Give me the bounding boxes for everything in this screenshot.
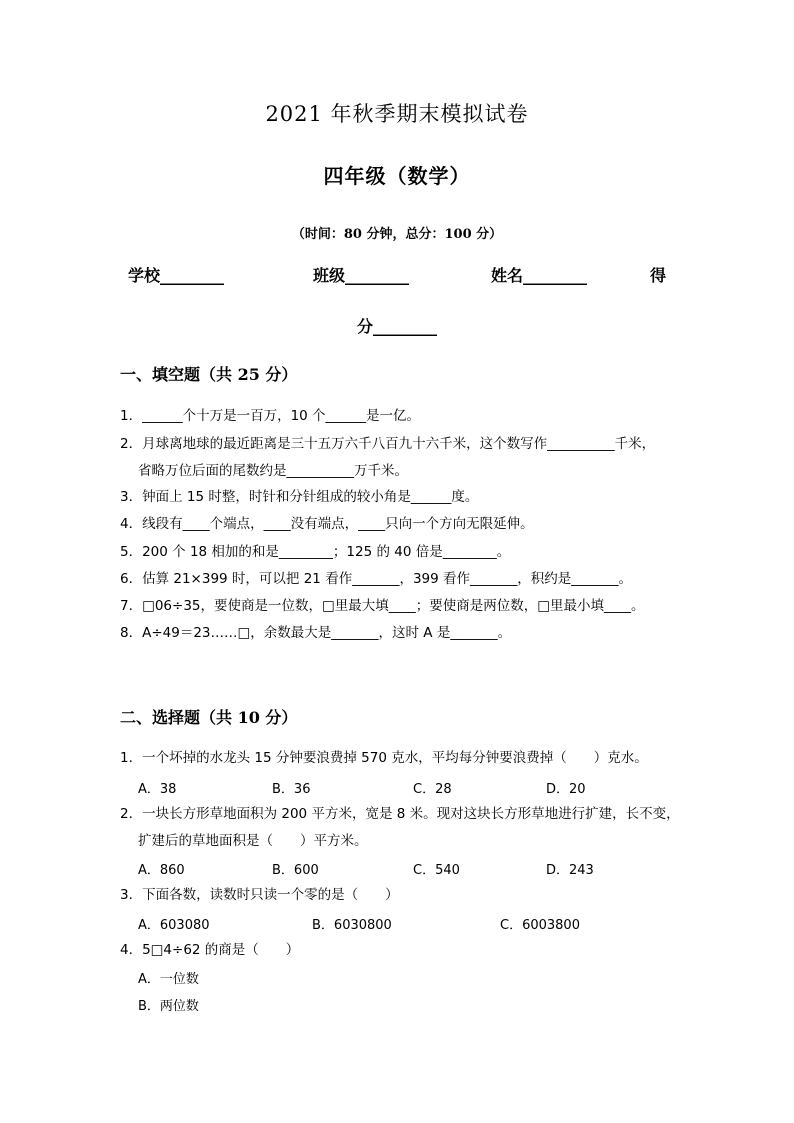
fill-question-3: 3．钟面上 15 时整，时针和分针组成的较小角是______度。 [120, 489, 479, 505]
section1-title: 一、填空题（共 25 分） [120, 365, 298, 384]
fill-question-2-cont: 省略万位后面的尾数约是__________万千米。 [138, 463, 408, 479]
choice-q1-option-c: C．28 [413, 782, 452, 797]
school-field: 学校________ [128, 266, 225, 285]
choice-q3-option-a: A．603080 [138, 918, 210, 933]
choice-q4-option-b: B．两位数 [138, 999, 199, 1014]
name-field: 姓名________ [491, 266, 588, 285]
fill-question-1: 1．______个十万是一百万，10 个______是一亿。 [120, 408, 421, 424]
choice-question-3: 3．下面各数，读数时只读一个零的是（ ） [120, 887, 399, 903]
choice-q1-option-a: A．38 [138, 782, 177, 797]
time-info: （时间：80 分钟，总分：100 分） [291, 227, 503, 242]
choice-question-1: 1．一个坏掉的水龙头 15 分钟要浪费掉 570 克水，平均每分钟要浪费掉（ ）克水。 [120, 750, 648, 766]
fill-question-8: 8．A÷49＝23……□，余数最大是_______，这时 A 是_______。 [120, 625, 512, 641]
choice-q1-option-d: D．20 [546, 782, 586, 797]
choice-q2-option-c: C．540 [413, 863, 460, 878]
score-label-part2: 分________ [356, 317, 437, 336]
fill-question-6: 6．估算 21×399 时，可以把 21 看作_______，399 看作_______，积约是_______。 [120, 571, 632, 587]
choice-q3-option-b: B．6030800 [312, 918, 392, 933]
exam-subtitle: 四年级（数学） [323, 164, 471, 188]
fill-question-2: 2．月球离地球的最近距离是三十五万六千八百九十六千米，这个数写作__________千米， [120, 436, 656, 452]
choice-question-4: 4．5□4÷62 的商是（ ） [120, 942, 300, 958]
choice-q2-option-a: A．860 [138, 863, 185, 878]
fill-question-4: 4．线段有____个端点，____没有端点，____只向一个方向无限延伸。 [120, 516, 534, 532]
choice-question-2: 2．一块长方形草地面积为 200 平方米，宽是 8 米。现对这块长方形草地进行扩建，长不变， [120, 806, 680, 822]
class-field: 班级________ [313, 266, 410, 285]
choice-question-2-cont: 扩建后的草地面积是（ ）平方米。 [138, 833, 368, 849]
choice-q3-option-c: C．6003800 [500, 918, 580, 933]
choice-q1-option-b: B．36 [272, 782, 311, 797]
fill-question-5: 5．200 个 18 相加的和是________；125 的 40 倍是________。 [120, 544, 511, 560]
section2-title: 二、选择题（共 10 分） [120, 708, 298, 727]
exam-title: 2021 年秋季期末模拟试卷 [265, 102, 529, 126]
score-label-part1: 得 [650, 266, 667, 285]
choice-q2-option-d: D．243 [546, 863, 594, 878]
choice-q4-option-a: A．一位数 [138, 972, 199, 987]
fill-question-7: 7．□06÷35，要使商是一位数，□里最大填____；要使商是两位数，□里最小填____。 [120, 598, 645, 614]
choice-q2-option-b: B．600 [272, 863, 319, 878]
